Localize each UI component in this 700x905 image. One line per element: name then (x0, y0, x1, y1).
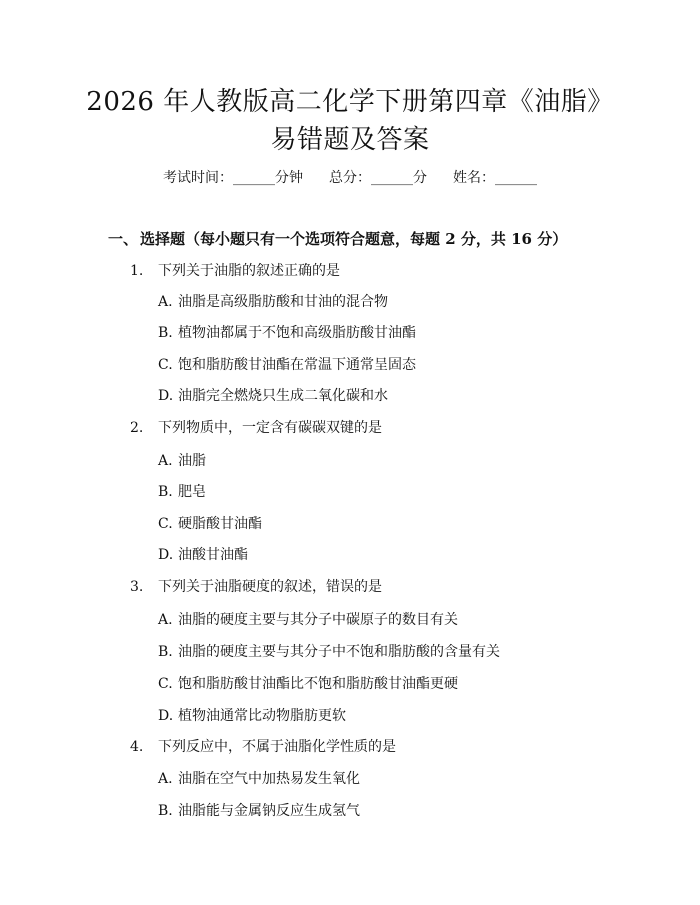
option-letter: A. (158, 294, 173, 310)
option-text: 植物油都属于不饱和高级脂肪酸甘油酯 (178, 325, 416, 341)
option-text: 饱和脂肪酸甘油酯在常温下通常呈固态 (178, 357, 416, 373)
question-1-option-c (158, 355, 416, 375)
time-blank: ______ (233, 170, 275, 186)
question-number: 1. (130, 263, 144, 279)
section-number: 一、 (108, 230, 139, 248)
question-text: 下列反应中，不属于油脂化学性质的是 (158, 739, 396, 755)
question-text: 下列关于油脂的叙述正确的是 (158, 263, 340, 279)
name-label: 姓名： (453, 170, 495, 186)
option-text: 油脂的硬度主要与其分子中不饱和脂肪酸的含量有关 (178, 644, 500, 660)
option-text: 硬脂酸甘油酯 (178, 516, 262, 532)
question-1 (130, 261, 340, 281)
option-letter: A. (158, 771, 173, 787)
name-blank: ______ (495, 170, 537, 186)
option-text: 油脂是高级脂肪酸和甘油的混合物 (178, 294, 388, 310)
section-title: 选择题（每小题只有一个选项符合题意，每题 2 分，共 16 分） (140, 230, 568, 248)
time-label: 考试时间： (163, 170, 233, 186)
question-1-option-d (158, 386, 388, 406)
question-1-option-a (158, 292, 388, 312)
question-2-option-b (158, 482, 206, 502)
question-3-option-d (158, 706, 346, 726)
option-letter: D. (158, 547, 174, 563)
question-number: 2. (130, 420, 144, 436)
question-3-option-a (158, 610, 458, 630)
option-letter: C. (158, 676, 173, 692)
option-letter: B. (158, 325, 173, 341)
question-2-option-d (158, 545, 248, 565)
option-letter: A. (158, 612, 173, 628)
question-3-option-b (158, 642, 500, 662)
question-number: 3. (130, 579, 144, 595)
question-number: 4. (130, 739, 144, 755)
question-text: 下列关于油脂硬度的叙述，错误的是 (158, 579, 382, 595)
option-letter: C. (158, 516, 173, 532)
question-4-option-b (158, 801, 360, 821)
option-text: 油脂完全燃烧只生成二氧化碳和水 (178, 388, 388, 404)
question-4-option-a (158, 769, 360, 789)
option-text: 植物油通常比动物脂肪更软 (178, 708, 346, 724)
exam-info-line (0, 168, 700, 188)
question-3 (130, 577, 382, 597)
question-2-option-a (158, 451, 206, 471)
option-letter: D. (158, 708, 174, 724)
document-title-line-1: 2026 年人教版高二化学下册第四章《油脂》 (86, 87, 614, 117)
question-4 (130, 737, 396, 757)
option-letter: B. (158, 803, 173, 819)
option-letter: B. (158, 484, 173, 500)
score-blank: ______ (371, 170, 413, 186)
option-letter: D. (158, 388, 174, 404)
question-3-option-c (158, 674, 458, 694)
question-1-option-b (158, 323, 416, 343)
score-unit: 分 (413, 170, 427, 186)
option-letter: C. (158, 357, 173, 373)
option-text: 肥皂 (178, 484, 206, 500)
option-text: 饱和脂肪酸甘油酯比不饱和脂肪酸甘油酯更硬 (178, 676, 458, 692)
option-text: 油脂在空气中加热易发生氧化 (178, 771, 360, 787)
section-heading (108, 228, 567, 250)
option-text: 油酸甘油酯 (178, 547, 248, 563)
question-2 (130, 418, 382, 438)
option-text: 油脂能与金属钠反应生成氢气 (178, 803, 360, 819)
option-text: 油脂 (178, 453, 206, 469)
score-label: 总分： (329, 170, 371, 186)
question-text: 下列物质中，一定含有碳碳双键的是 (158, 420, 382, 436)
question-2-option-c (158, 514, 262, 534)
time-unit: 分钟 (275, 170, 303, 186)
option-text: 油脂的硬度主要与其分子中碳原子的数目有关 (178, 612, 458, 628)
option-letter: A. (158, 453, 173, 469)
document-title-line-2: 易错题及答案 (270, 125, 430, 155)
option-letter: B. (158, 644, 173, 660)
